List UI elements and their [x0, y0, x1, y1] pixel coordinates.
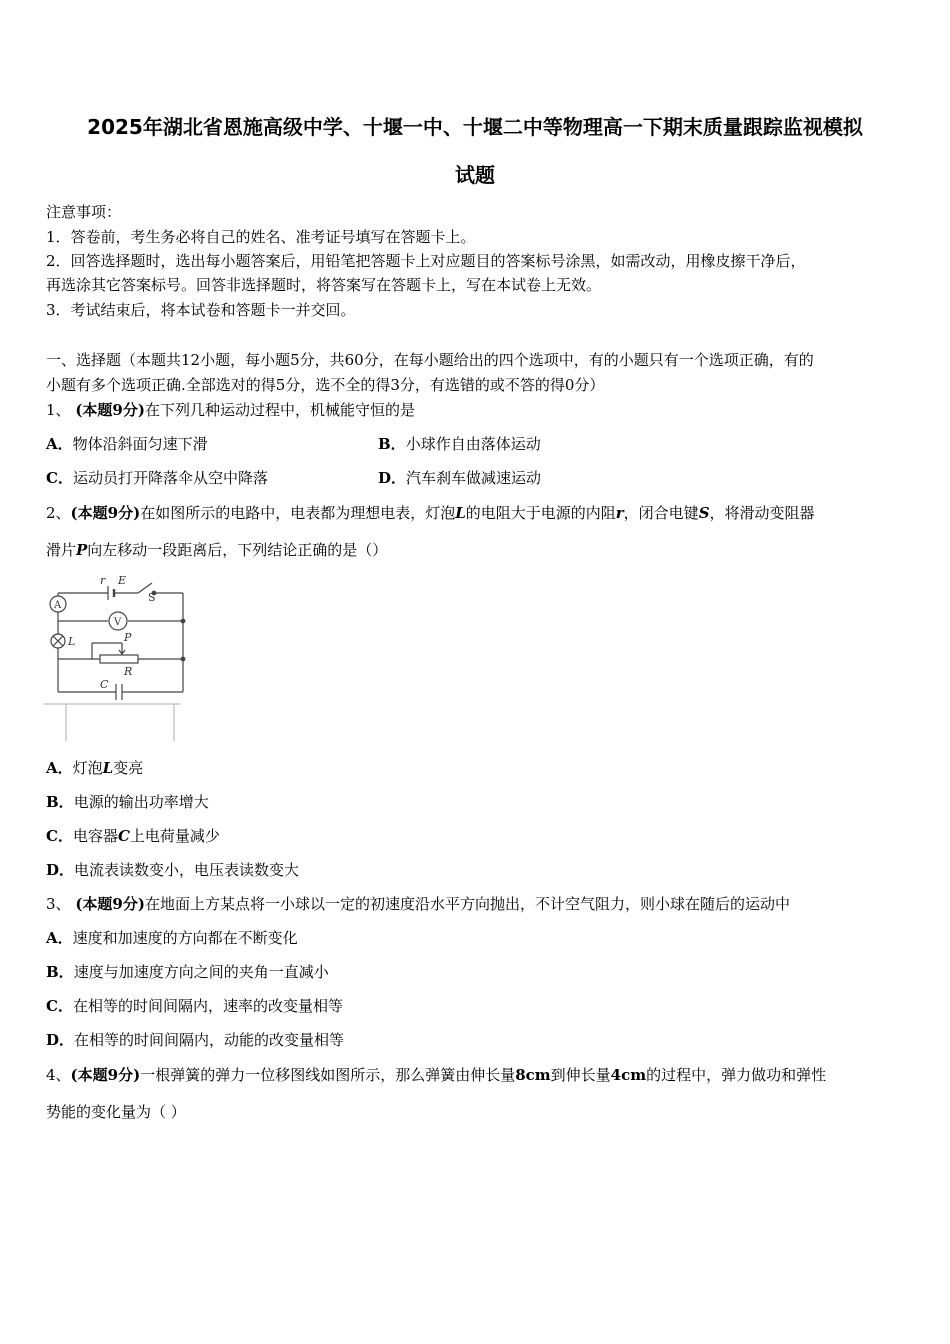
- q2-option-b-label: B．: [46, 793, 74, 811]
- q4-stem-c: 的过程中，弹力做功和弹性: [646, 1066, 827, 1084]
- q2-option-d-text: 电流表读数变小，电压表读数变大: [74, 861, 300, 879]
- q1-option-d-text: 汽车刹车做减速运动: [406, 469, 542, 487]
- notes-item-3: 3．考试结束后，将本试卷和答题卡一并交回。: [46, 301, 356, 319]
- q2-option-a-text-a: 灯泡: [72, 759, 103, 777]
- q2-line2-a: 滑片: [46, 541, 77, 559]
- label-e: E: [118, 574, 127, 587]
- q1-points: (本题9分): [75, 401, 145, 419]
- q3-option-b-label: B．: [46, 963, 74, 981]
- q1-option-c-label: C．: [46, 469, 73, 487]
- q4-number: 4、: [46, 1066, 71, 1084]
- q3-option-a-label: A．: [46, 929, 73, 947]
- q2-option-a-text-b: 变亮: [113, 759, 144, 777]
- junction-dot-2: [181, 657, 185, 661]
- junction-dot-1: [181, 619, 185, 623]
- notes-item-2-cont: 再选涂其它答案标号。回答非选择题时，将答案写在答题卡上，写在本试卷上无效。: [46, 276, 602, 294]
- q4-stem-a: 一根弹簧的弹力一位移图线如图所示，那么弹簧由伸长量: [140, 1066, 516, 1084]
- notes-item-1: 1．答卷前，考生务必将自己的姓名、准考证号填写在答题卡上。: [46, 228, 476, 246]
- label-rheostat: R: [124, 665, 133, 678]
- q2-option-c[interactable]: [46, 825, 220, 847]
- q1-stem: [46, 399, 415, 421]
- q1-option-b-text: 小球作自由落体运动: [405, 435, 541, 453]
- q2-option-a-label: A．: [46, 759, 73, 777]
- q1-number: 1、: [46, 401, 71, 419]
- q2-option-c-text-b: 上电荷量减少: [129, 827, 220, 845]
- q3-option-a[interactable]: [46, 927, 298, 949]
- q3-option-d-text: 在相等的时间间隔内，动能的改变量相等: [74, 1031, 345, 1049]
- q2-stem-a: 在如图所示的电路中，电表都为理想电表，灯泡: [140, 504, 456, 522]
- label-p: P: [124, 631, 132, 644]
- q2-option-a[interactable]: [46, 757, 143, 779]
- q1-option-a-text: 物体沿斜面匀速下滑: [72, 435, 208, 453]
- q1-option-b-label: B．: [378, 435, 406, 453]
- q2-option-d-label: D．: [46, 861, 75, 879]
- exam-title-line1: 2025年湖北省恩施高级中学、十堰一中、十堰二中等物理高一下期末质量跟踪监视模拟: [87, 115, 863, 139]
- q2-stem-d: ，将滑动变阻器: [709, 504, 815, 522]
- q3-option-c-text: 在相等的时间间隔内，速率的改变量相等: [72, 997, 343, 1015]
- q2-stem-b: 的电阻大于电源的内阻: [465, 504, 616, 522]
- q2-stem-c: ，闭合电键: [623, 504, 699, 522]
- q4-stem-line2: 势能的变化量为（ ）: [46, 1103, 186, 1121]
- q1-option-a[interactable]: [46, 433, 208, 455]
- q1-option-c[interactable]: [46, 467, 268, 489]
- q4-stem-line1: [46, 1064, 826, 1086]
- q2-option-d[interactable]: [46, 859, 299, 881]
- section-heading-line1: 一、选择题（本题共12小题，每小题5分，共60分，在每小题给出的四个选项中，有的小题只有一个选项正确，有的: [46, 351, 814, 369]
- notes-heading: 注意事项：: [46, 203, 122, 221]
- label-r: r: [100, 574, 106, 587]
- q2-stem-line2: [46, 539, 387, 561]
- q3-option-c[interactable]: [46, 995, 343, 1017]
- q1-option-d-label: D．: [378, 469, 407, 487]
- label-a: A: [54, 600, 62, 611]
- exam-title-line2: 试题: [455, 163, 495, 187]
- q1-option-b[interactable]: [378, 433, 541, 455]
- q2-option-a-var: L: [102, 759, 114, 777]
- q2-var-l: L: [455, 504, 466, 522]
- q1-stem-text: 在下列几种运动过程中，机械能守恒的是: [144, 401, 415, 419]
- rheostat-body: [100, 655, 138, 663]
- q2-var-r: r: [615, 504, 624, 522]
- q4-stem-b: 到伸长量: [550, 1066, 611, 1084]
- q2-line2-b: 向左移动一段距离后，下列结论正确的是（）: [87, 541, 388, 559]
- q3-option-a-text: 速度和加速度的方向都在不断变化: [72, 929, 298, 947]
- q3-option-d[interactable]: [46, 1029, 344, 1051]
- q3-option-b[interactable]: [46, 961, 329, 983]
- q4-value-1: 8cm: [515, 1066, 551, 1084]
- q2-stem-line1: [46, 502, 815, 524]
- q3-points: (本题9分): [75, 895, 145, 913]
- q3-option-c-label: C．: [46, 997, 73, 1015]
- q2-option-c-var: C: [117, 827, 130, 845]
- q3-stem-text: 在地面上方某点将一小球以一定的初速度沿水平方向抛出，不计空气阻力，则小球在随后的运动中: [144, 895, 790, 913]
- q2-var-p: P: [76, 541, 88, 559]
- q1-option-c-text: 运动员打开降落伞从空中降落: [72, 469, 268, 487]
- label-l: L: [68, 635, 76, 648]
- section-heading-line2: 小题有多个选项正确.全部选对的得5分，选不全的得3分，有选错的或不答的得0分）: [46, 376, 605, 394]
- q4-points: (本题9分): [70, 1066, 141, 1084]
- q2-option-b-text: 电源的输出功率增大: [73, 793, 209, 811]
- q2-option-b[interactable]: [46, 791, 209, 813]
- q2-option-c-text-a: 电容器: [72, 827, 118, 845]
- q3-option-d-label: D．: [46, 1031, 75, 1049]
- q1-option-d[interactable]: [378, 467, 541, 489]
- q2-points: (本题9分): [70, 504, 141, 522]
- q2-number: 2、: [46, 504, 71, 522]
- q2-option-c-label: C．: [46, 827, 73, 845]
- label-c: C: [100, 678, 109, 691]
- q1-option-a-label: A．: [46, 435, 73, 453]
- notes-item-2: 2．回答选择题时，选出每小题答案后，用铅笔把答题卡上对应题目的答案标号涂黑，如需改动，用橡皮擦干净后，: [46, 252, 806, 270]
- circuit-diagram: [44, 571, 190, 743]
- q3-option-b-text: 速度与加速度方向之间的夹角一直减小: [73, 963, 329, 981]
- label-v: V: [114, 617, 122, 628]
- q3-number: 3、: [46, 895, 71, 913]
- q3-stem: [46, 893, 790, 915]
- label-s: S: [148, 591, 156, 604]
- q2-var-s: S: [698, 504, 710, 522]
- circuit-svg: [44, 571, 190, 743]
- q4-value-2: 4cm: [610, 1066, 647, 1084]
